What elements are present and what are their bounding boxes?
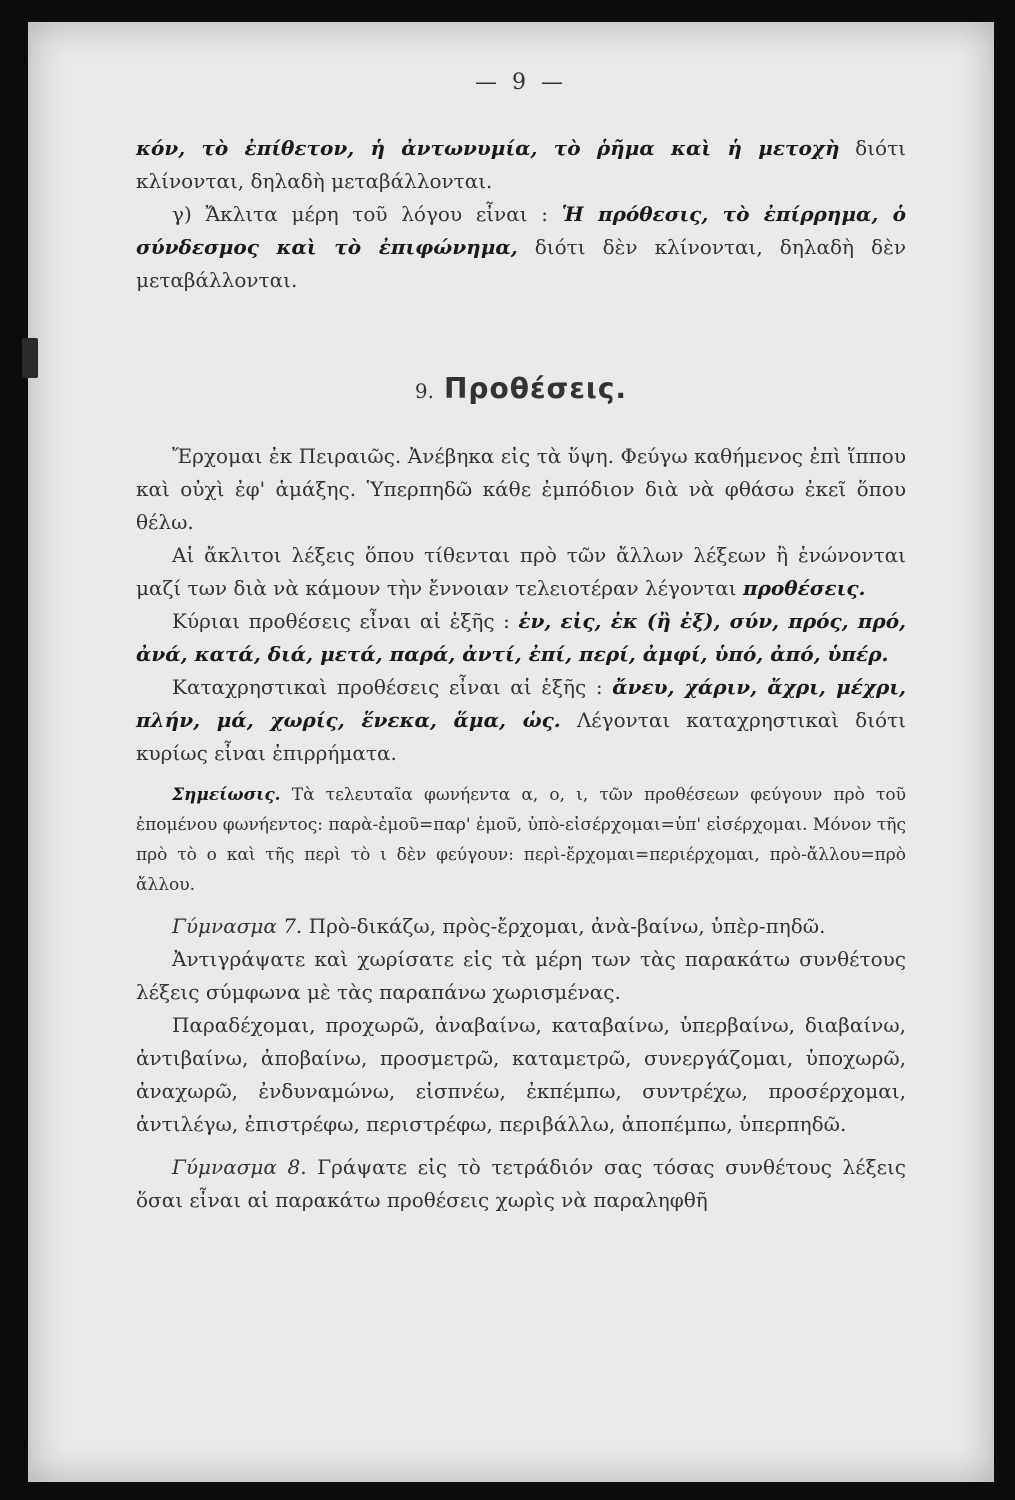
section-heading (136, 372, 906, 405)
definition-paragraph: Αἱ ἄκλιτοι λέξεις ὅπου τίθενται πρὸ τῶν ἄλλων λέξεων ἢ ἑνώνονται μαζί των διὰ νὰ κάμουν τὴν ἔννοιαν τελειοτέραν λέγονται προθέσεις. (136, 543, 906, 600)
book-page (28, 22, 994, 1482)
indeclinable-parts: Ἡ πρόθεσις, τὸ ἐπίρρημα, ὁ σύνδεσμος καὶ τὸ ἐπιφώνημα, (136, 202, 907, 259)
paragraph-indeclinable: γ) Ἄκλιτα μέρη τοῦ λόγου εἶναι : Ἡ πρόθεσις, τὸ ἐπίρρημα, ὁ σύνδεσμος καὶ τὸ ἐπιφώνημα, διότι δὲν κλίνονται, δηλαδὴ δὲν μεταβάλλονται. (136, 202, 907, 292)
declinable-parts: κόν, τὸ ἐπίθετον, ἡ ἀντωνυμία, τὸ ῥῆμα καὶ ἡ μετοχὴ (136, 136, 840, 160)
definition-term: προθέσεις. (742, 576, 866, 600)
improper-prepositions-list: ἄνευ, χάριν, ἄχρι, μέχρι, πλήν, μά, χωρίς, ἕνεκα, ἅμα, ὡς. (136, 675, 906, 732)
top-paragraphs (136, 132, 906, 297)
proper-prepositions-list: ἐν, εἰς, ἐκ (ἢ ἐξ), σύν, πρός, πρό, ἀνά, κατά, διά, μετά, παρά, ἀντί, ἐπί, περί, ἀμφί, ὑπό, ἀπό, ὑπέρ. (136, 609, 906, 666)
section-title: Προθέσεις. (444, 372, 628, 405)
page-number: — 9 — (475, 70, 567, 95)
note-paragraph: Σημείωσις. Τὰ τελευταῖα φωνήεντα α, ο, ι, τῶν προθέσεων φεύγουν πρὸ τοῦ ἑπομένου φωνήεντος: παρὰ-ἐμοῦ=παρ' ἐμοῦ, ὑπὸ-εἰσέρχομαι=ὑπ' εἰσέρχομαι. Μόνον τῆς πρὸ τὸ ο καὶ τῆς περὶ τὸ ι δὲν φεύγουν: περὶ-ἔρχομαι=περιέρχομαι, πρὸ-ἄλλου=πρὸ ἄλλου. (136, 785, 906, 895)
binding-mark (22, 338, 38, 378)
exercise-7: Γύμνασμα 7. Πρὸ-δικάζω, πρὸς-ἔρχομαι, ἀνὰ-βαίνω, ὑπὲρ-πηδῶ. (172, 914, 826, 938)
exercise-7-label: Γύμνασμα 7. (172, 914, 303, 938)
paragraph-declinable: κόν, τὸ ἐπίθετον, ἡ ἀντωνυμία, τὸ ῥῆμα καὶ ἡ μετοχὴ διότι κλίνονται, δηλαδὴ μεταβάλλονται. (136, 136, 906, 193)
exercise-8-label: Γύμνασμα 8. (172, 1155, 307, 1179)
note-label: Σημείωσις. (172, 785, 281, 805)
proper-prepositions-paragraph: Κύριαι προθέσεις εἶναι αἱ ἑξῆς : ἐν, εἰς, ἐκ (ἢ ἐξ), σύν, πρός, πρό, ἀνά, κατά, διά, μετά, παρά, ἀντί, ἐπί, περί, ἀμφί, ὑπό, ἀπό, ὑπέρ. (136, 609, 906, 666)
exercise-7-words: Παραδέχομαι, προχωρῶ, ἀναβαίνω, καταβαίνω, ὑπερβαίνω, διαβαίνω, ἀντιβαίνω, ἀποβαίνω, προσμετρῶ, καταμετρῶ, συνεργάζομαι, ὑποχωρῶ, ἀναχωρῶ, ἐνδυναμώνω, εἰσπνέω, ἐκπέμπω, συντρέχω, προσέρχομαι, ἀντιλέγω, ἐπιστρέφω, περιστρέφω, περιβάλλω, ἀποπέμπω, ὑπερπηδῶ. (136, 1013, 906, 1136)
exercise-8: Γύμνασμα 8. Γράψατε εἰς τὸ τετράδιόν σας τόσας συνθέτους λέξεις ὅσαι εἶναι αἱ παρακάτω προθέσεις χωρὶς νὰ παραληφθῆ (136, 1155, 907, 1212)
exercise-7-instruction: Ἀντιγράψατε καὶ χωρίσατε εἰς τὰ μέρη των τὰς παρακάτω συνθέτους λέξεις σύμφωνα μὲ τὰς παραπάνω χωρισμένας. (136, 947, 906, 1004)
improper-prepositions-paragraph: Καταχρηστικαὶ προθέσεις εἶναι αἱ ἑξῆς : ἄνευ, χάριν, ἄχρι, μέχρι, πλήν, μά, χωρίς, ἕνεκα, ἅμα, ὡς. Λέγονται καταχρηστικαὶ διότι κυρίως εἶναι ἐπιρρήματα. (136, 675, 906, 765)
section-number: 9. (414, 379, 434, 403)
examples-paragraph: Ἔρχομαι ἐκ Πειραιῶς. Ἀνέβηκα εἰς τὰ ὕψη. Φεύγω καθήμενος ἐπὶ ἵππου καὶ οὐχὶ ἐφ' ἁμάξης. Ὑπερπηδῶ κάθε ἐμπόδιον διὰ νὰ φθάσω ἐκεῖ ὅπου θέλω. (136, 444, 906, 534)
main-body (136, 440, 906, 1217)
